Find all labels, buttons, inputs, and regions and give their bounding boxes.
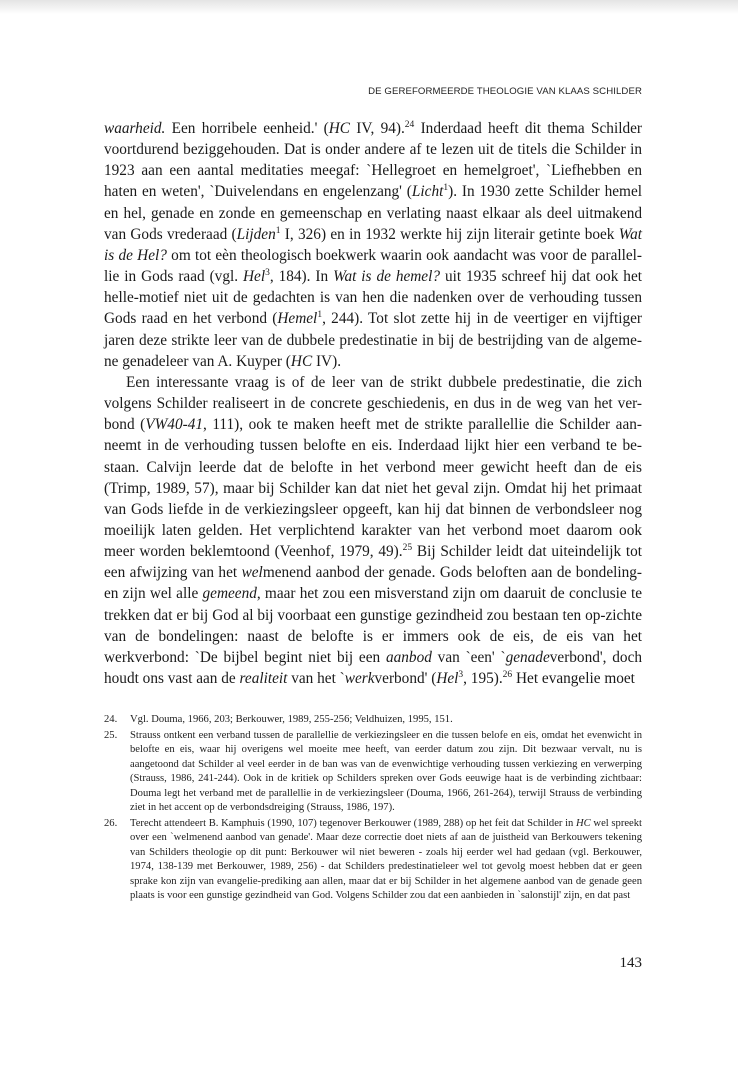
footnote-ref: 3 [458,670,464,681]
footnote-ref: 25 [402,543,413,554]
footnote-ref: 24 [404,120,415,130]
italic-text: genade [505,648,550,666]
italic-text: aanbod [385,648,432,666]
italic-text: Wat is de hemel? [333,268,440,286]
footnote [104,817,642,904]
paragraph: Een interessante vraag is of de leer van de strikt dubbele predestinatie, die zich volgens Schilder realiseert in de concrete geschiedenis, en dus in de weg van het ver-bond (VW40-41, 111), ook te maken heeft met de strikte parallellie die Schilder aan-neemt in de verhouding tussen belofte en eis. Inderdaad lijkt hier een verband te be-staan. Calvijn leerde dat de belofte in het verbond meer gewicht heeft dan de eis (Trimp, 1989, 57), maar bij Schilder kan dat niet het geval zijn. Omdat hij het primaat van Gods liefde in de verkiezingsleer opgeeft, kan hij dat binnen de verbondsleer nog moeilijk laten gelden. Het verplichtend karakter van het verbond moet daarom ook meer worden beklemtoond (Veenhof, 1979, 49).$^{25}$ Bij Schilder leidt dat uiteindelijk tot een afwijzing van het welmenend aanbod der genade. Gods beloften aan de bondeling-en zijn wel alle gemeend, maar het zou een misverstand zijn om daaruit de conclusie te trekken dat er bij God al bij voorbaat een gunstige gezindheid zou bestaan ten op-zichte van de bondelingen: naast de belofte is er immers ook de eis, de eis van het werkverbond: `De bijbel begint niet bij een aanbod van `een' `genadeverbond', doch houdt ons vast aan de realiteit van het `werkverbond' (Hel$^3$, 195).$^{26}$ Het evangelie moet [104,373,643,688]
italic-text: wel [241,564,263,582]
italic-text: gemeend [202,585,257,603]
italic-text: HC [576,817,591,829]
italic-text: waarheid. [104,120,166,137]
footnote-number: 24. [104,714,118,725]
italic-text: VW40-41 [145,416,203,434]
footnote-number: 25. [104,729,118,741]
italic-text: Hemel [277,310,318,328]
footnote-text: Strauss ontkent een verband tussen de parallellie de verkiezingsleer en die tussen belofe en eis, omdat het evenwicht in belofte en eis, waar hij overigens wel moeite mee heeft, van eerder datum zou zijn. Dit bezwaar vervalt, nu is aangetoond dat Schilder al veel eerder in de ban was van de evenwichtige verhouding tussen verkiezing en verwerping (Strauss, 1986, 241-244). Ook in de kritiek op Schilders spreken over Gods eeuwige haat is de verbinding zichtbaar: Douma legt het verband met de parallellie in de verkiezingsleer (Douma, 1966, 261-264), terwijl Strauss de verbinding ziet in het accent op de verbondsdreiging (Strauss, 1986, 197). [130,729,642,813]
italic-text: werk [344,670,375,688]
italic-text: Hel [436,670,459,688]
running-head: DE GEREFORMEERDE THEOLOGIE VAN KLAAS SCHILDER [368,86,642,97]
paragraph: waarheid. Een horribele eenheid.' (HC IV, 94).$^{24}$ Inderdaad heeft dit thema Schilder voortdurend beziggehouden. Dat is onder andere af te lezen uit de titels die Schilder in 1923 aan een aantal meditaties meegaf: `Hellegroet en hemelgroet', `Liefhebben en haten en weten', `Duivelendans en engelenzang' (Licht$^1$). In 1930 zette Schilder hemel en hel, genade en zonde en gemeenschap en verlating naast elkaar als deel uitmakend van Gods vrederaad (Lijden$^1$ I, 326) en in 1932 werkte hij zijn literair getinte boek Wat is de Hel? om tot eèn theologisch boekwerk waarin ook aandacht was voor de parallel-lie in Gods raad (vgl. Hel$^3$, 184). In Wat is de hemel? uit 1935 schreef hij dat ook het helle-motief niet uit de gedachten is van hen die nadenken over de verhouding tussen Gods raad en het verbond (Hemel$^1$, 244). Tot slot zette hij in de veertiger en vijftiger jaren deze strikte leer van de dubbele predestinatie in bij de bestrijding van de algeme-ne genadeleer van A. Kuyper (HC IV). [104,120,642,370]
page-number: 143 [619,955,642,971]
footnote [104,729,642,816]
footnote-text: Vgl. Douma, 1966, 203; Berkouwer, 1989, 255-256; Veldhuizen, 1995, 151. [130,714,453,725]
footnote-number: 26. [104,817,118,829]
footnote-ref: 1 [443,183,449,194]
italic-text: Lijden [236,225,276,243]
italic-text: Licht [411,183,444,201]
italic-text: Wat is de Hel? [104,225,642,264]
footnote-ref: 1 [275,225,281,236]
scan-edge [0,0,738,14]
footnote-ref: 26 [502,670,513,681]
italic-text: HC [290,352,313,370]
italic-text: Hel [243,268,266,286]
footnote-ref: 1 [317,310,323,321]
footnote [104,713,642,728]
italic-text: realiteit [239,670,288,688]
main-text [104,118,642,689]
footnote-ref: 3 [265,268,270,279]
italic-text: HC [328,120,350,137]
footnote-text: Terecht attendeert B. Kamphuis (1990, 107) tegenover Berkouwer (1989, 288) op het feit dat Schilder in HC wel spreekt over een `welmenend aanbod van genade'. Maar deze correctie doet niets af aan de juistheid van Berkouwers tekening van Schilders theologie op dit punt: Berkouwer wil niet beweren - zoals hij eerder wel had gedaan (vgl. Berkouwer, 1974, 138-139 met Berkouwer, 1989, 256) - dat Schilders predestinatieleer wel tot gevolg moest hebben dat er geen sprake kon zijn van evangelie-prediking aan allen, maar dat er bij Schilder in het algemene aanbod van de genade geen plaats is voor een gunstige gezindheid van God. Volgens Schilder zou dat een aanbieden in `salonstijl' zijn, en dat past [130,817,642,901]
footnotes [104,713,642,905]
